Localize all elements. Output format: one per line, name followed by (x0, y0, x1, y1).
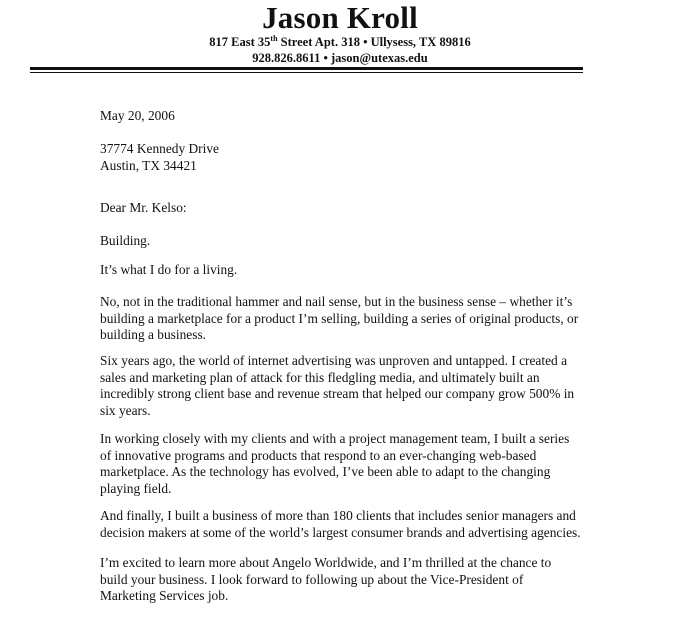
recipient-address-line: 37774 Kennedy Drive (100, 141, 219, 156)
paragraph-5 (100, 431, 600, 497)
recipient-address-line: Austin, TX 34421 (100, 157, 197, 173)
sender-name: Jason Kroll (262, 0, 418, 35)
paragraph-line: Marketing Services job. (100, 588, 229, 604)
paragraph-line: And finally, I built a business of more than 180 clients that includes senior managers and (100, 508, 576, 523)
paragraph-6 (100, 508, 600, 541)
sender-contact: 928.826.8611 • jason@utexas.edu (252, 51, 428, 65)
salutation: Dear Mr. Kelso: (100, 200, 187, 215)
paragraph-3 (100, 294, 600, 344)
paragraph-line: It’s what I do for a living. (100, 262, 238, 277)
paragraph-line: Building. (100, 233, 151, 248)
paragraph-line: build your business. I look forward to following up about the Vice-President of (100, 571, 524, 587)
address-number: 817 East 35 (209, 35, 271, 49)
paragraph-7 (100, 555, 600, 605)
paragraph-line: In working closely with my clients and with a project management team, I built a series (100, 431, 570, 446)
paragraph-line: No, not in the traditional hammer and nail sense, but in the business sense – whether it’s (100, 294, 573, 309)
paragraph-line: playing field. (100, 480, 172, 496)
recipient-address (100, 141, 600, 174)
paragraph-line: building a marketplace for a product I’m selling, building a series of original products, or (100, 310, 579, 326)
paragraph-line: marketplace. As the technology has evolved, I’ve been able to adapt to the changing (100, 464, 551, 480)
paragraph-1 (100, 233, 600, 250)
paragraph-line: building a business. (100, 327, 207, 343)
paragraph-line: of innovative programs and products that respond to an ever-changing web-based (100, 447, 537, 463)
paragraph-line: six years. (100, 402, 151, 418)
paragraph-2 (100, 262, 600, 279)
paragraph-line: Six years ago, the world of internet advertising was unproven and untapped. I created a (100, 353, 568, 368)
paragraph-line: sales and marketing plan of attack for this fledgling media, and ultimately built an (100, 369, 540, 385)
letter-date: May 20, 2006 (100, 108, 175, 123)
address-rest: Street Apt. 318 • Ullysess, TX 89816 (277, 35, 471, 49)
sender-address (0, 34, 680, 50)
paragraph-4 (100, 353, 600, 419)
header-rule-thick (30, 67, 583, 70)
header-rule-thin (30, 72, 583, 73)
paragraph-line: incredibly strong client base and revenue stream that helped our company grow 500% in (100, 386, 575, 402)
paragraph-line: decision makers at some of the world’s largest consumer brands and advertising agencies. (100, 524, 581, 540)
address-ordinal-suffix: th (270, 33, 278, 43)
paragraph-line: I’m excited to learn more about Angelo Worldwide, and I’m thrilled at the chance to (100, 555, 552, 570)
